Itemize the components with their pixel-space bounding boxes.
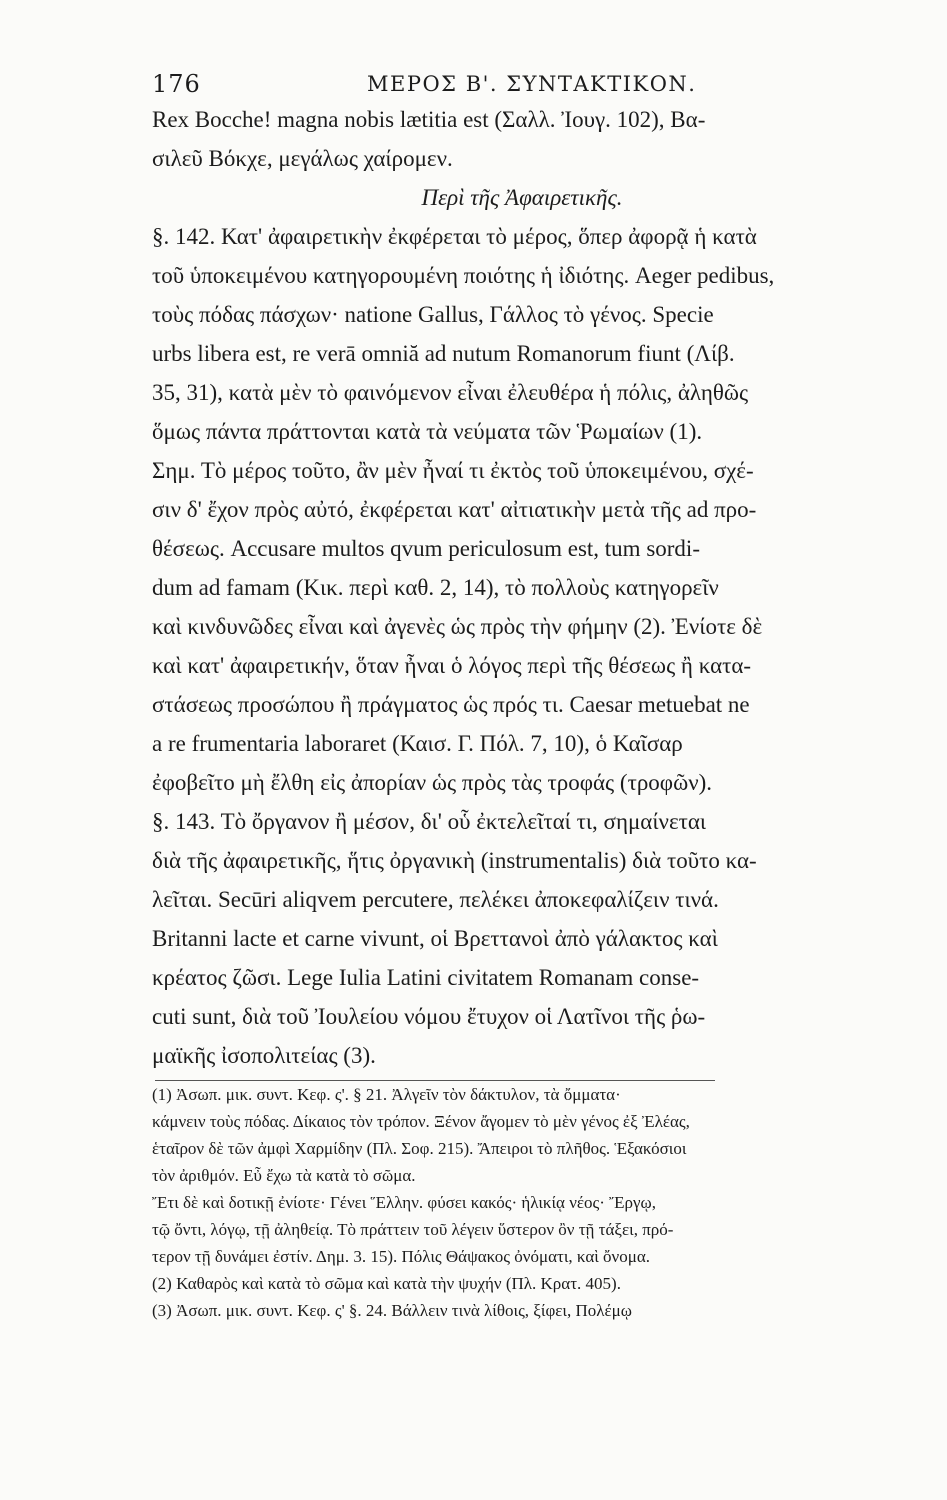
text-line: λεῖται. Secūri aliqvem percutere, πελέκει ἀποκεφαλίζειν τινά. (152, 887, 719, 912)
text-line: Σημ. Τὸ μέρος τοῦτο, ἂν μὲν ἦναί τι ἐκτὸς τοῦ ὑποκειμένου, σχέ- (152, 458, 754, 483)
text-line: urbs libera est, re verā omniă ad nutum Romanorum fiunt (Λίβ. (152, 341, 735, 366)
footnote-line: ἑταῖρον δὲ τῶν ἀμφὶ Χαρμίδην (Πλ. Σοφ. 215). Ἄπειροι τὸ πλῆθος. Ἑξακόσιοι (152, 1139, 687, 1158)
footnote-line: (2) Καθαρὸς καὶ κατὰ τὸ σῶμα καὶ κατὰ τὴν ψυχήν (Πλ. Κρατ. 405). (152, 1274, 621, 1293)
text-line: σιλεῦ Βόκχε, μεγάλως χαίρομεν. (152, 146, 453, 171)
text-line: §. 142. Κατ' ἀφαιρετικὴν ἐκφέρεται τὸ μέρος, ὅπερ ἀφορᾷ ἡ κατὰ (152, 224, 757, 249)
text-line: καὶ κατ' ἀφαιρετικήν, ὅταν ἦναι ὁ λόγος περὶ τῆς θέσεως ἢ κατα- (152, 653, 752, 678)
footnote-line: (3) Ἀσωπ. μικ. συντ. Κεφ. ς' §. 24. Βάλλειν τινὰ λίθοις, ξίφει, Πολέμῳ (152, 1301, 632, 1320)
page-number: 176 (152, 70, 201, 98)
footnote-line: τερον τῇ δυνάμει ἐστίν. Δημ. 3. 15). Πόλις Θάψακος ὀνόματι, καὶ ὄνομα. (152, 1247, 651, 1266)
main-text (152, 100, 892, 1075)
footnotes (152, 1075, 897, 1324)
text-line: Britanni lacte et carne vivunt, οἱ Βρεττανοὶ ἀπὸ γάλακτος καὶ (152, 926, 718, 951)
text-line: μαϊκῆς ἰσοπολιτείας (3). (152, 1043, 376, 1068)
text-line: 35, 31), κατὰ μὲν τὸ φαινόμενον εἶναι ἐλευθέρα ἡ πόλις, ἀληθῶς (152, 380, 749, 405)
text-line: στάσεως προσώπου ἢ πράγματος ὡς πρός τι. Caesar metuebat ne (152, 692, 750, 717)
text-line: τοῦ ὑποκειμένου κατηγορουμένη ποιότης ἡ ἰδιότης. Aeger pedibus, (152, 263, 775, 288)
footnote-line: Ἔτι δὲ καὶ δοτικῇ ἐνίοτε· Γένει Ἕλλην. φύσει κακός· ἡλικίᾳ νέος· Ἔργῳ, (152, 1193, 656, 1212)
text-line: ὅμως πάντα πράττονται κατὰ τὰ νεύματα τῶν Ῥωμαίων (1). (152, 419, 703, 444)
page-header (152, 70, 712, 102)
running-title: ΜΕΡΟΣ Β'. ΣΥΝΤΑΚΤΙΚΟΝ. (367, 72, 697, 96)
text-line: cuti sunt, διὰ τοῦ Ἰουλείου νόμου ἔτυχον οἱ Λατῖνοι τῆς ῥω- (152, 1004, 706, 1029)
footnote-line: τῷ ὄντι, λόγῳ, τῇ ἀληθείᾳ. Τὸ πράττειν τοῦ λέγειν ὕστερον ὂν τῇ τάξει, πρό- (152, 1220, 674, 1239)
footnote-line: κάμνειν τοὺς πόδας. Δίκαιος τὸν τρόπον. Ξένον ἄγομεν τὸ μὲν γένος ἐξ Ἐλέας, (152, 1112, 690, 1131)
section-heading: Περὶ τῆς Ἀφαιρετικῆς. (421, 185, 623, 210)
text-line: a re frumentaria laboraret (Καισ. Γ. Πόλ. 7, 10), ὁ Καῖσαρ (152, 731, 683, 756)
text-line: τοὺς πόδας πάσχων· natione Gallus, Γάλλος τὸ γένος. Specie (152, 302, 714, 327)
text-line: ἐφοβεῖτο μὴ ἔλθη εἰς ἀπορίαν ὡς πρὸς τὰς τροφάς (τροφῶν). (152, 770, 713, 795)
text-line: διὰ τῆς ἀφαιρετικῆς, ἥτις ὀργανικὴ (instrumentalis) διὰ τοῦτο κα- (152, 848, 757, 873)
text-line: θέσεως. Accusare multos qvum periculosum est, tum sordi- (152, 536, 700, 561)
footnote-line: (1) Ἀσωπ. μικ. συντ. Κεφ. ς'. § 21. Ἀλγεῖν τὸν δάκτυλον, τὰ ὄμματα· (152, 1085, 621, 1104)
text-line: καὶ κινδυνῶδες εἶναι καὶ ἀγενὲς ὡς πρὸς τὴν φήμην (2). Ἐνίοτε δὲ (152, 614, 763, 639)
text-line: §. 143. Τὸ ὄργανον ἢ μέσον, δι' οὗ ἐκτελεῖταί τι, σημαίνεται (152, 809, 707, 834)
text-line: σιν δ' ἔχον πρὸς αὐτό, ἐκφέρεται κατ' αἰτιατικὴν μετὰ τῆς ad προ- (152, 497, 757, 522)
footnote-line: τὸν ἀριθμόν. Εὖ ἔχω τὰ κατὰ τὸ σῶμα. (152, 1166, 416, 1185)
text-line: dum ad famam (Κικ. περὶ καθ. 2, 14), τὸ πολλοὺς κατηγορεῖν (152, 575, 719, 600)
text-line: κρέατος ζῶσι. Lege Iulia Latini civitatem Romanam conse- (152, 965, 700, 990)
text-line: Rex Bocche! magna nobis lætitia est (Σαλλ. Ἰουγ. 102), Βα- (152, 107, 706, 132)
